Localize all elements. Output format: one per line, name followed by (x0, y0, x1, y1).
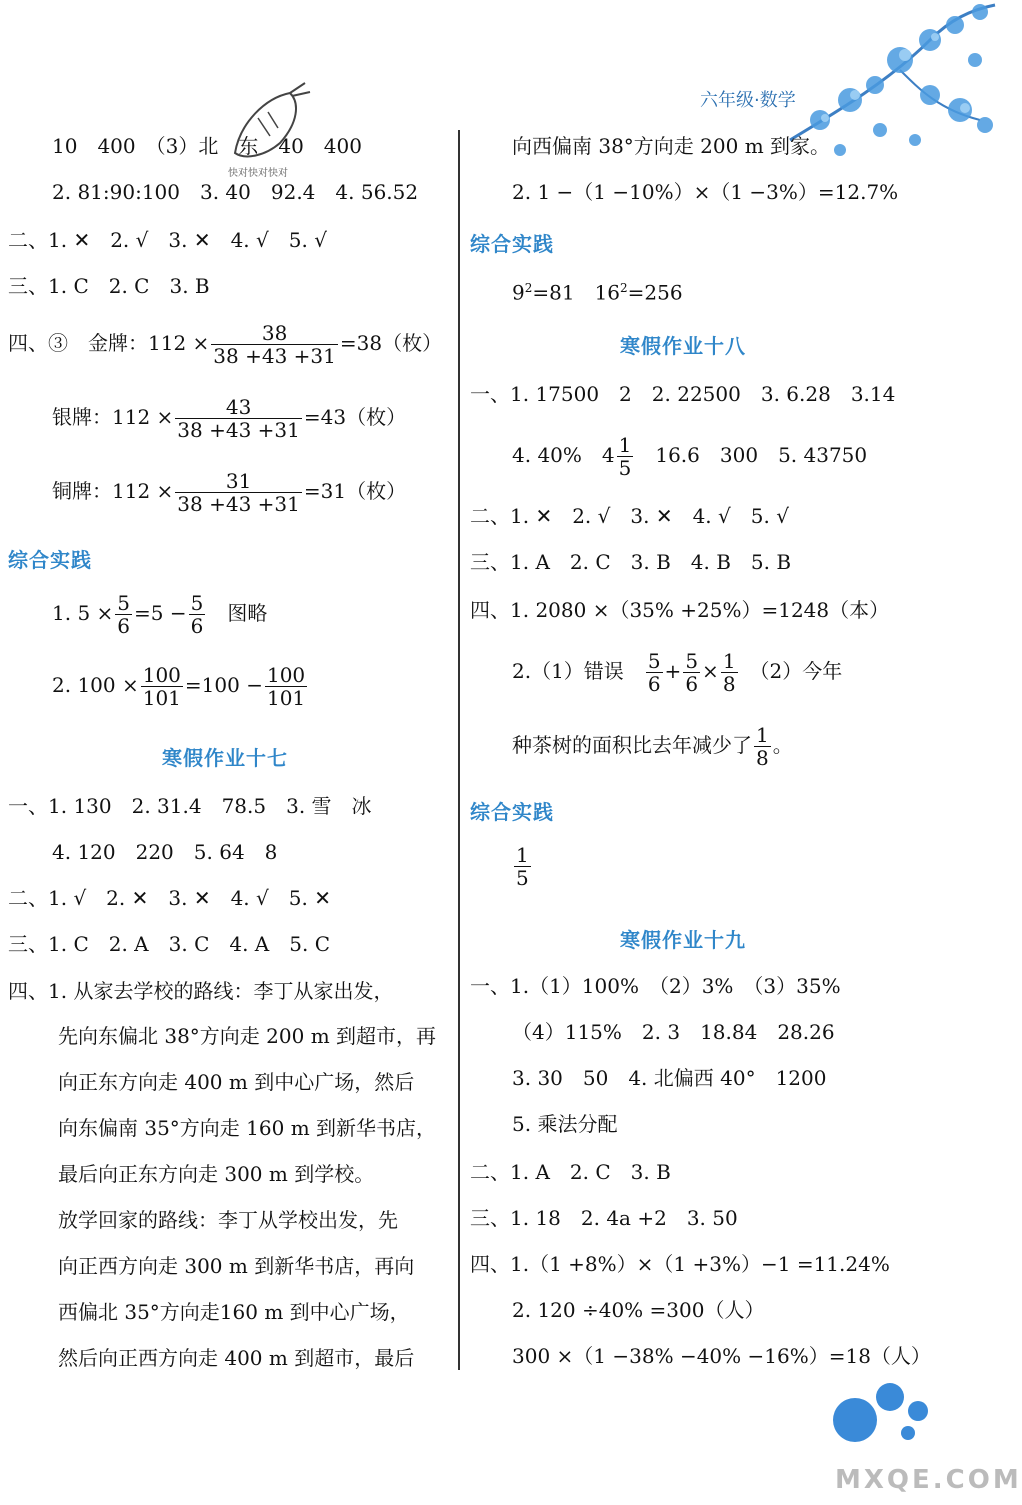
hw19-line-3: 3. 30 50 4. 北偏西 40° 1200 (512, 1066, 827, 1090)
p2-n2: 100 (266, 663, 306, 687)
practice-fraction (512, 844, 533, 889)
section-homework-18: 寒假作业十八 (620, 334, 746, 358)
b6-n2: 5 (685, 649, 699, 673)
p1-d1: 6 (117, 614, 131, 638)
b6-d3: 8 (722, 672, 736, 696)
hw17-line-11: 向正西方向走 300 m 到新华书店，再向 (58, 1254, 415, 1278)
p2-mid: =100 − (184, 673, 263, 697)
sq-a: 9 (512, 280, 525, 305)
practice-line-1 (52, 592, 267, 637)
watermark-text: MXQE.COM (835, 1465, 1022, 1495)
hw17-line-8: 向东偏南 35°方向走 160 m 到新华书店， (58, 1116, 437, 1140)
bronze-medal-line (52, 470, 406, 515)
hw17-line-2: 4. 120 220 5. 64 8 (52, 840, 278, 864)
left-line-3: 二、1. ✕ 2. √ 3. ✕ 4. √ 5. √ (8, 228, 327, 252)
p1-frac-a (115, 592, 132, 637)
b7-den: 8 (756, 746, 769, 770)
squares-line (512, 274, 683, 307)
b6-frac-1 (646, 650, 663, 695)
hw19-line-7: 四、1.（1 +8%）×（1 +3%）−1 =11.24% (470, 1252, 890, 1276)
dots-decoration (830, 1375, 940, 1445)
hw17-line-10: 放学回家的路线：李丁从学校出发，先 (58, 1208, 398, 1232)
hw19-line-8: 2. 120 ÷40% =300（人） (512, 1298, 765, 1322)
sq-exp-1: 2 (524, 281, 533, 295)
gold-den: 38 +43 +31 (213, 344, 336, 368)
gold-num: 38 (211, 322, 338, 345)
hw17-line-3: 二、1. √ 2. ✕ 3. ✕ 4. √ 5. ✕ (8, 886, 331, 910)
stamp-text: 快对快对快对 (228, 168, 288, 179)
silver-post: =43（枚） (303, 405, 407, 429)
silver-fraction (175, 396, 302, 441)
hw17-line-7: 向正东方向走 400 m 到中心广场，然后 (58, 1070, 415, 1094)
hw19-line-2: （4）115% 2. 3 18.84 28.26 (512, 1020, 835, 1044)
hw18-line-5: 四、1. 2080 ×（35% +25%）=1248（本） (470, 598, 890, 622)
section-practice-right-2: 综合实践 (470, 800, 554, 824)
p1-n1: 5 (117, 591, 131, 615)
left-line-1: 10 400 （3）北 东 40 400 (52, 134, 362, 158)
b8-frac (514, 844, 531, 889)
hw19-line-5: 二、1. A 2. C 3. B (470, 1160, 671, 1184)
hw19-line-1: 一、1.（1）100% （2）3% （3）35% (470, 974, 841, 998)
b6-frac-2 (683, 650, 700, 695)
gold-pre: 四、③ 金牌：112 × (8, 331, 210, 355)
hw18-line-4: 三、1. A 2. C 3. B 4. B 5. B (470, 550, 792, 574)
p1-post: 图略 (227, 601, 268, 625)
p2-d2: 101 (266, 686, 306, 710)
b7-post: 。 (772, 733, 793, 757)
p2-n1: 100 (142, 663, 181, 687)
gold-fraction (211, 322, 338, 367)
bronze-pre: 铜牌：112 × (52, 479, 174, 503)
p2-frac-a (141, 664, 183, 709)
hw17-line-6: 先向东偏北 38°方向走 200 m 到超市，再 (58, 1024, 437, 1048)
sq-c: =256 (627, 280, 683, 305)
hw17-line-5: 四、1. 从家去学校的路线：李丁从家出发， (8, 979, 394, 1003)
silver-num: 43 (175, 396, 302, 419)
p1-n2: 5 (190, 591, 204, 615)
p1-pre: 1. 5 × (52, 601, 114, 625)
b6-pre: 2.（1）错误 (512, 659, 624, 683)
section-practice-right-1: 综合实践 (470, 232, 554, 256)
left-line-4: 三、1. C 2. C 3. B (8, 274, 210, 298)
b6-post: （2）今年 (759, 659, 843, 683)
hw18-line-2 (512, 434, 867, 479)
hw17-line-13: 然后向正西方向走 400 m 到超市，最后 (58, 1346, 415, 1370)
sq-b: =81 16 (532, 280, 621, 305)
hw17-line-12: 西偏北 35°方向走160 m 到中心广场， (58, 1300, 410, 1324)
p2-frac-b (265, 664, 307, 709)
p2-d1: 101 (142, 686, 181, 710)
b2-frac (617, 434, 634, 479)
b6-mid: + (664, 659, 682, 683)
silver-den: 38 +43 +31 (177, 418, 300, 442)
hw19-line-4: 5. 乘法分配 (512, 1112, 618, 1136)
p1-d2: 6 (190, 614, 204, 638)
gold-medal-line (8, 322, 442, 367)
column-divider (458, 130, 460, 1370)
bronze-fraction (175, 470, 302, 515)
bronze-den: 38 +43 +31 (177, 492, 300, 516)
grade-subject-header: 六年级·数学 (700, 90, 796, 111)
b6-n1: 5 (647, 649, 661, 673)
right-line-2: 2. 1 −（1 −10%）×（1 −3%）=12.7% (512, 180, 899, 204)
section-homework-17: 寒假作业十七 (162, 746, 288, 770)
bronze-post: =31（枚） (303, 479, 407, 503)
b6-d1: 6 (647, 672, 661, 696)
p1-mid: =5 − (134, 601, 187, 625)
b6-n3: 1 (722, 649, 736, 673)
section-practice-left: 综合实践 (8, 548, 92, 572)
b2-den: 5 (618, 456, 632, 480)
left-line-2: 2. 81:90:100 3. 40 92.4 4. 56.52 (52, 180, 419, 204)
b2-post: 16.6 300 5. 43750 (655, 443, 868, 467)
hw18-line-3: 二、1. ✕ 2. √ 3. ✕ 4. √ 5. √ (470, 504, 789, 528)
practice-line-2 (52, 664, 309, 709)
b6-frac-3 (721, 650, 738, 695)
hw18-line-1: 一、1. 17500 2 2. 22500 3. 6.28 3.14 (470, 382, 896, 406)
b2-num: 1 (618, 433, 632, 457)
silver-pre: 银牌：112 × (52, 405, 174, 429)
sq-exp-2: 2 (620, 281, 628, 295)
hw17-line-4: 三、1. C 2. A 3. C 4. A 5. C (8, 932, 330, 956)
b6-d2: 6 (685, 672, 699, 696)
hw19-line-6: 三、1. 18 2. 4a +2 3. 50 (470, 1206, 738, 1230)
b7-pre: 种茶树的面积比去年减少了 (512, 733, 752, 757)
right-line-1: 向西偏南 38°方向走 200 m 到家。 (512, 134, 831, 158)
b8-den: 5 (516, 866, 529, 890)
hw17-line-9: 最后向正东方向走 300 m 到学校。 (58, 1162, 375, 1186)
b6-mid2: × (702, 659, 719, 683)
b7-num: 1 (756, 723, 769, 747)
silver-medal-line (52, 396, 406, 441)
p1-frac-b (189, 592, 206, 637)
b7-frac (754, 724, 771, 769)
hw17-line-1: 一、1. 130 2. 31.4 78.5 3. 雪 冰 (8, 794, 372, 818)
bronze-num: 31 (175, 470, 302, 493)
b2-pre: 4. 40% 4 (512, 443, 615, 467)
hw18-line-6 (512, 650, 842, 695)
section-homework-19: 寒假作业十九 (620, 928, 746, 952)
gold-post: =38（枚） (339, 331, 443, 355)
hw19-line-9: 300 ×（1 −38% −40% −16%）=18（人） (512, 1344, 931, 1368)
p2-pre: 2. 100 × (52, 673, 139, 697)
b8-num: 1 (516, 843, 529, 867)
hw18-line-7 (512, 724, 793, 769)
